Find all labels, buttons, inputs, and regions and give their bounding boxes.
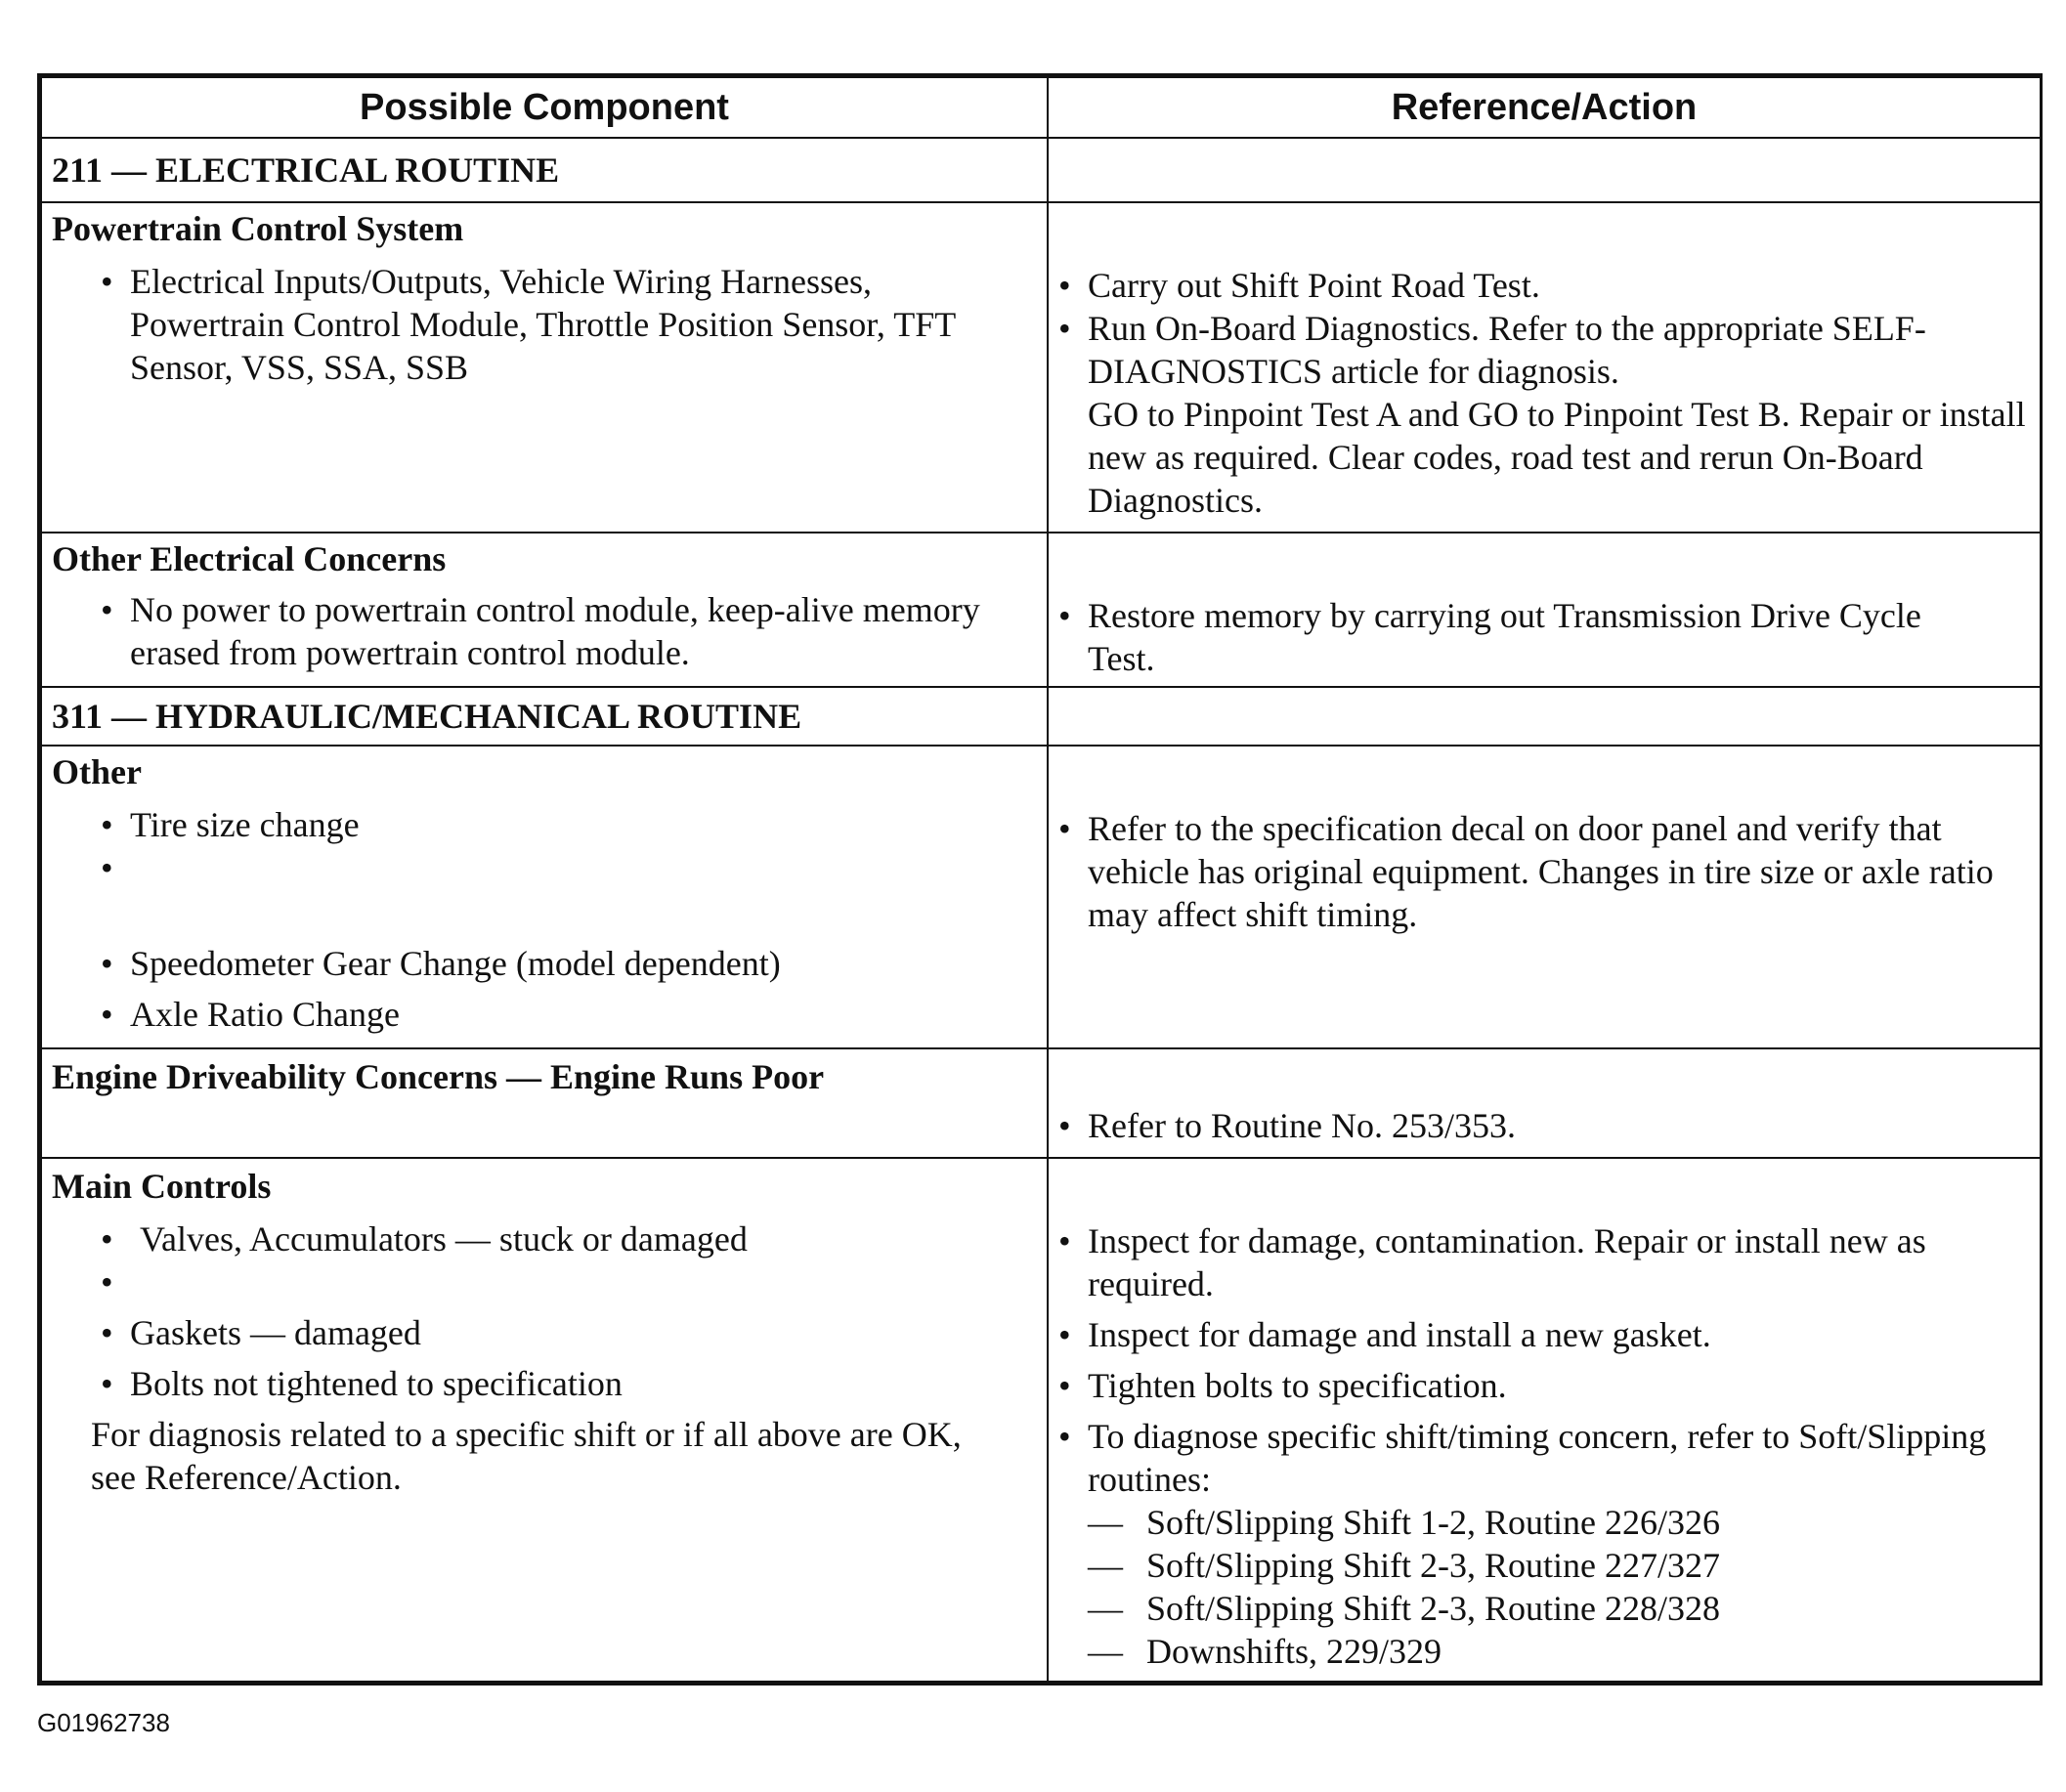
pcs-action-cell bbox=[1048, 202, 2041, 533]
other-action-cell bbox=[1048, 746, 2041, 1048]
main-note: For diagnosis related to a specific shift or if all above are OK, see Reference/Action. bbox=[91, 1415, 962, 1497]
header-reference-action: Reference/Action bbox=[1048, 77, 2041, 138]
header-possible-component: Possible Component bbox=[41, 77, 1048, 138]
dash-text-1: Soft/Slipping Shift 1-2, Routine 226/326 bbox=[1146, 1503, 1721, 1542]
dash-text-4: Downshifts, 229/329 bbox=[1146, 1632, 1442, 1671]
routine-311-title: 311 — HYDRAULIC/MECHANICAL ROUTINE bbox=[41, 687, 1048, 746]
pcs-item: • Electrical Inputs/Outputs, Vehicle Wiring Harnesses, Powertrain Control Module, Throttle Position Sensor, TFT Sensor, VSS, SSA, SSB bbox=[91, 260, 1017, 389]
other-item-speedometer: • Speedometer Gear Change (model dependent) bbox=[91, 942, 1047, 993]
main-action-diagnose: • To diagnose specific shift/timing concern, refer to Soft/Slipping routines: bbox=[1049, 1415, 2010, 1501]
dash-mark-2: — bbox=[1088, 1546, 1123, 1585]
main-item-gaskets: • Gaskets — damaged bbox=[91, 1311, 1008, 1362]
other-heading: Other bbox=[52, 752, 142, 791]
other-item-tire: • Tire size change bbox=[91, 803, 1047, 846]
dash-text-3: Soft/Slipping Shift 2-3, Routine 228/328 bbox=[1146, 1589, 1721, 1628]
engine-heading: Engine Driveability Concerns — Engine Runs Poor bbox=[52, 1057, 825, 1096]
other-component-cell bbox=[41, 746, 1048, 1048]
main-item-bolts: • Bolts not tightened to specification bbox=[91, 1362, 1008, 1413]
dash-item-3 bbox=[1088, 1587, 2010, 1630]
main-action-cell bbox=[1048, 1158, 2041, 1682]
engine-action: • Refer to Routine No. 253/353. bbox=[1049, 1104, 2030, 1147]
other-action: • Refer to the specification decal on door panel and verify that vehicle has original equipment. Changes in tire size or axle ratio may affect shift timing. bbox=[1049, 807, 2030, 936]
oec-heading: Other Electrical Concerns bbox=[52, 539, 447, 578]
oec-action-cell bbox=[1048, 533, 2041, 687]
dash-item-4 bbox=[1088, 1630, 2010, 1673]
dash-item-2 bbox=[1088, 1544, 2010, 1587]
other-item-axle: • Axle Ratio Change bbox=[91, 993, 1047, 1036]
oec-component-cell bbox=[41, 533, 1048, 687]
pcs-component-cell bbox=[41, 202, 1048, 533]
diagnostic-table-frame bbox=[37, 73, 2043, 1685]
engine-action-cell bbox=[1048, 1048, 2041, 1158]
main-action-inspect: • Inspect for damage, contamination. Repair or install new as required. bbox=[1049, 1219, 2010, 1313]
pcs-action-2-continued: GO to Pinpoint Test A and GO to Pinpoint Test B. Repair or install new as required. Clear codes, road test and rerun On-Board Diagnostics. bbox=[1088, 395, 2026, 520]
dash-mark-1: — bbox=[1088, 1503, 1123, 1542]
engine-component-cell bbox=[41, 1048, 1048, 1158]
main-item-valves: • Valves, Accumulators — stuck or damaged bbox=[91, 1217, 1008, 1260]
dash-text-2: Soft/Slipping Shift 2-3, Routine 227/327 bbox=[1146, 1546, 1721, 1585]
routine-311-empty bbox=[1048, 687, 2041, 746]
main-component-cell bbox=[41, 1158, 1048, 1682]
main-action-bolts: • Tighten bolts to specification. bbox=[1049, 1364, 2010, 1415]
routine-211-title: 211 — ELECTRICAL ROUTINE bbox=[41, 138, 1048, 202]
oec-item: • No power to powertrain control module, keep-alive memory erased from powertrain control module. bbox=[91, 588, 988, 674]
routine-211-empty bbox=[1048, 138, 2041, 202]
dash-mark-3: — bbox=[1088, 1589, 1123, 1628]
main-heading: Main Controls bbox=[52, 1167, 272, 1206]
pcs-action-1: • Carry out Shift Point Road Test. bbox=[1049, 264, 2030, 307]
figure-id: G01962738 bbox=[37, 1708, 170, 1737]
diagnostic-table bbox=[40, 76, 2042, 1683]
pcs-heading: Powertrain Control System bbox=[52, 209, 464, 248]
oec-action: • Restore memory by carrying out Transmission Drive Cycle Test. bbox=[1049, 594, 1991, 680]
pcs-action-2: • Run On-Board Diagnostics. Refer to the appropriate SELF-DIAGNOSTICS article for diagnosis. bbox=[1049, 307, 2030, 393]
main-action-gasket: • Inspect for damage and install a new gasket. bbox=[1049, 1313, 2010, 1364]
dash-item-1 bbox=[1088, 1501, 2010, 1544]
dash-mark-4: — bbox=[1088, 1632, 1123, 1671]
